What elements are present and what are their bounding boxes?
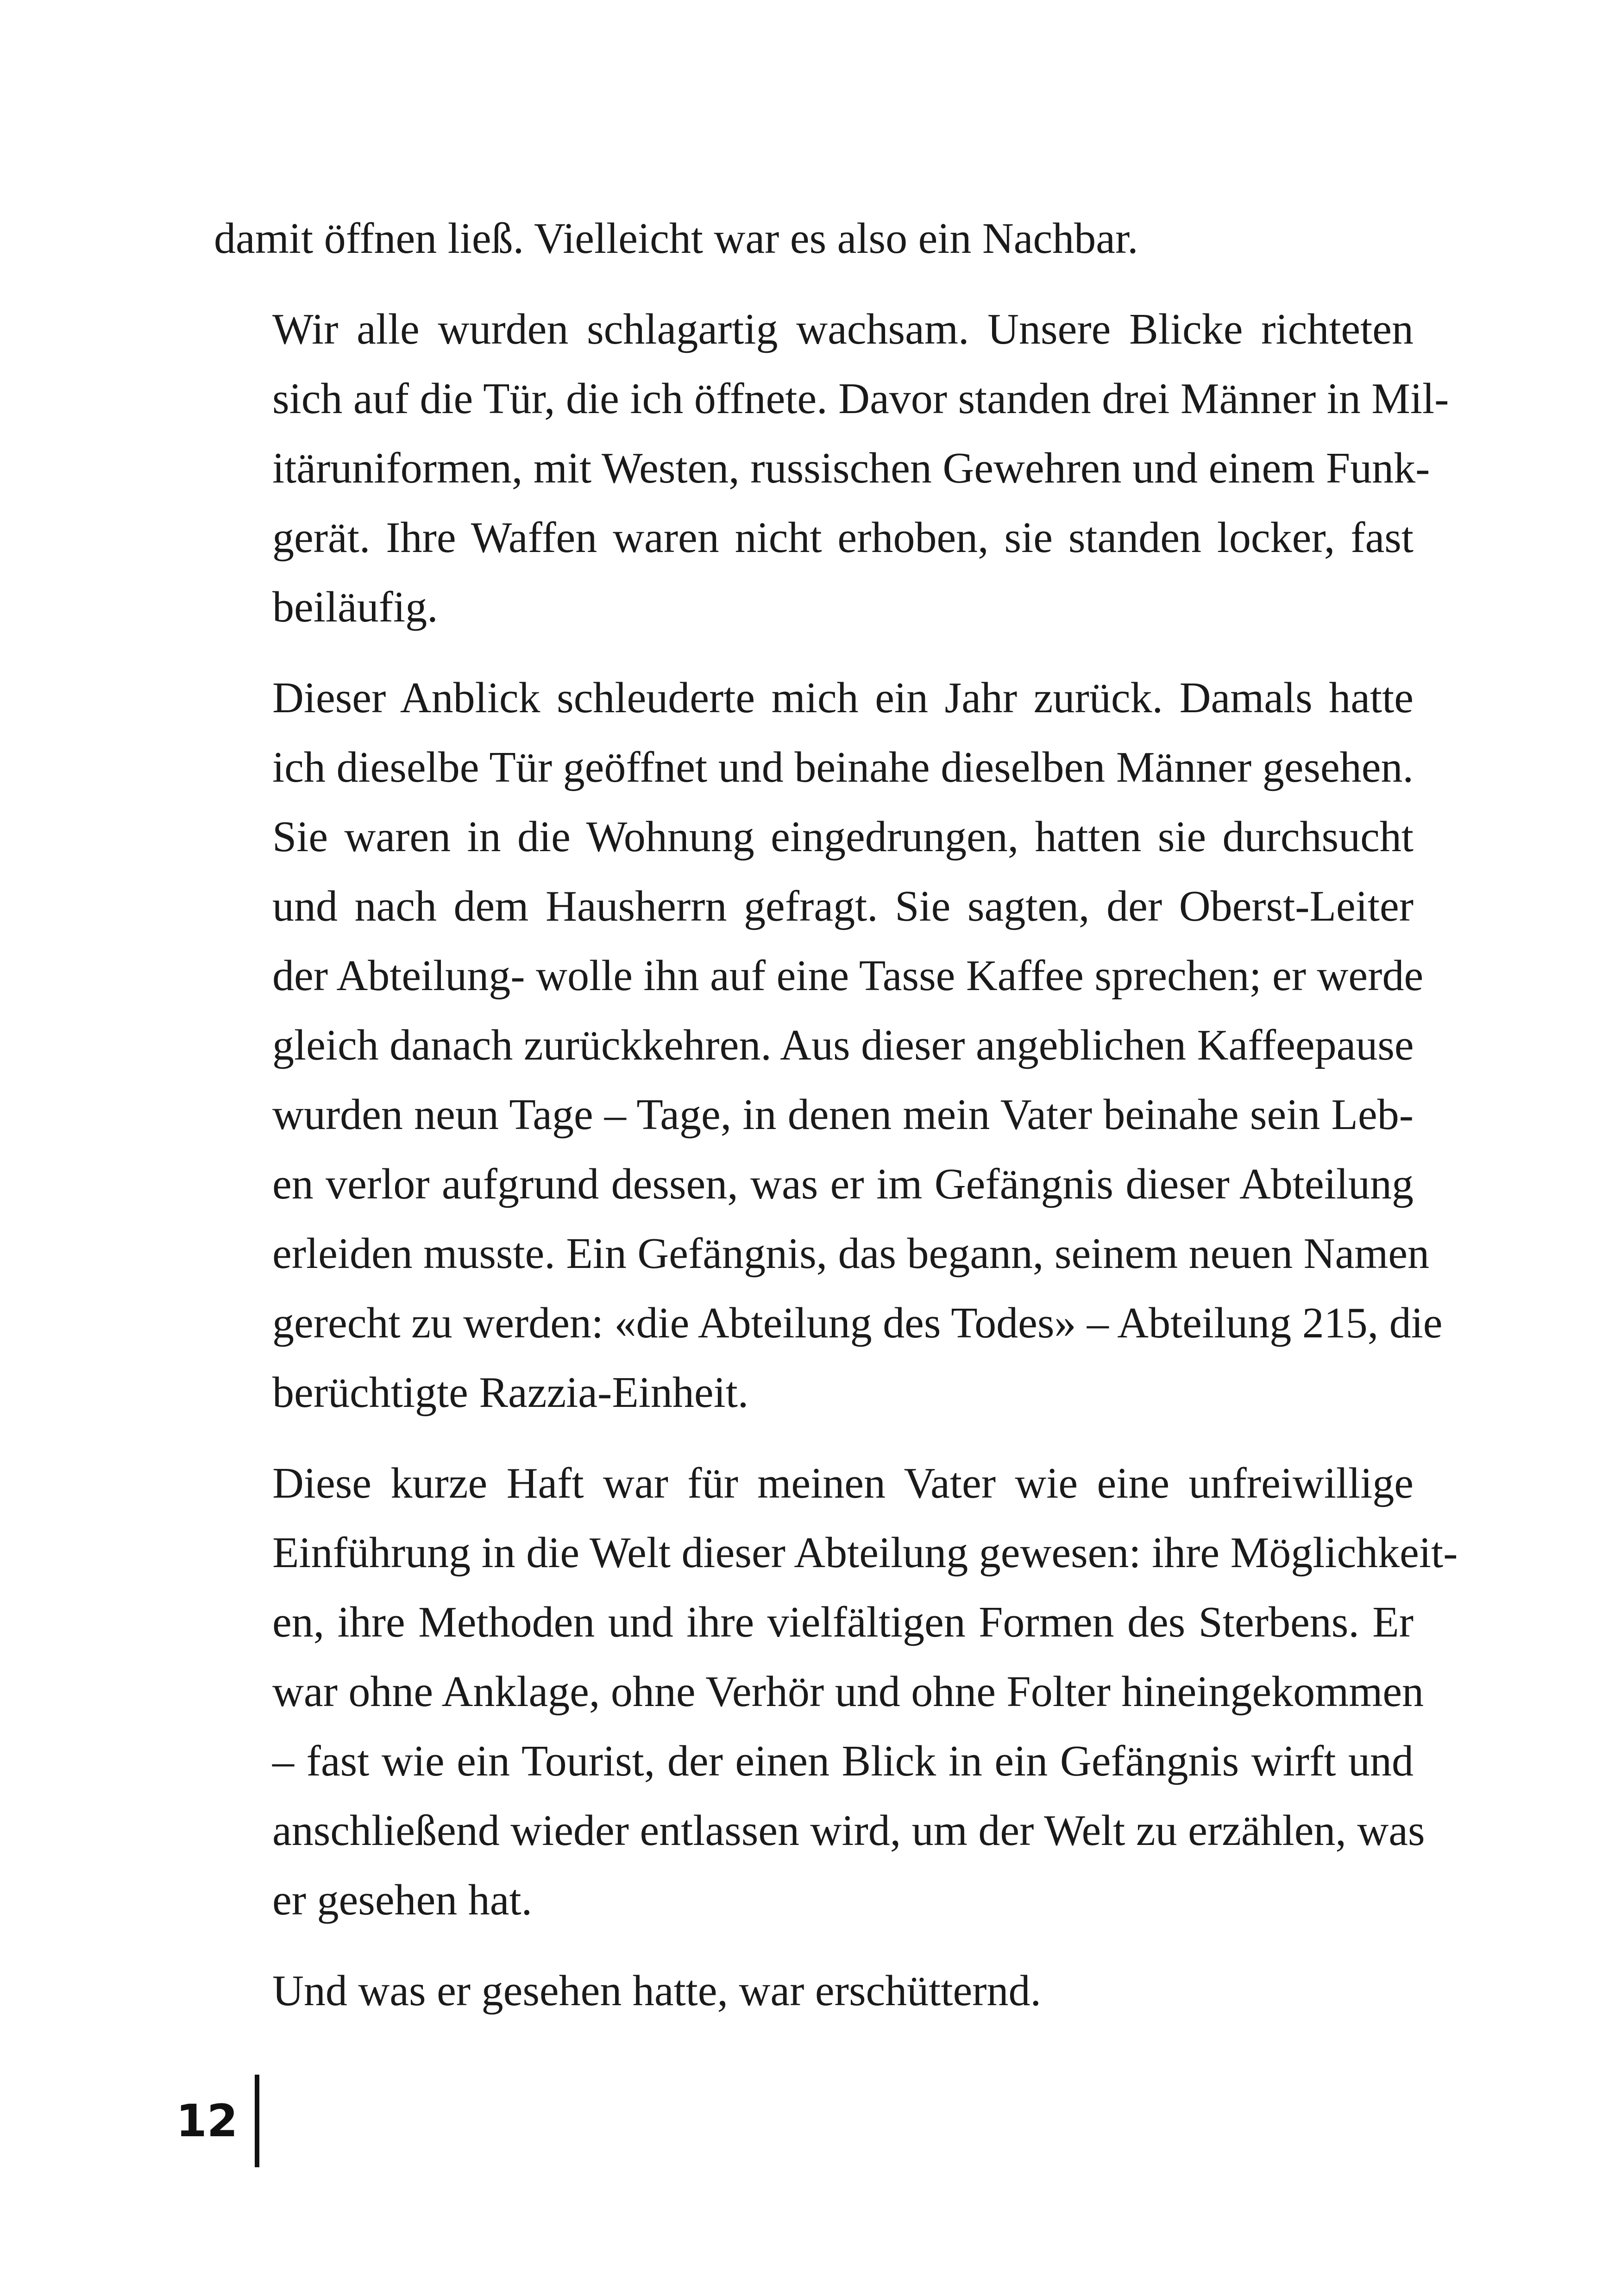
text-line: und nach dem Hausherrn gefragt. Sie sagten, der Oberst-Leiter xyxy=(272,882,1414,930)
paragraph xyxy=(214,204,1414,273)
text-line: beiläufig. xyxy=(272,583,438,631)
text-line: Einführung in die Welt dieser Abteilung gewesen: ihre Möglichkeit- xyxy=(272,1529,1458,1577)
text-line: der Abteilung- wolle ihn auf eine Tasse Kaffee sprechen; er werde xyxy=(272,952,1424,1000)
paragraph xyxy=(214,663,1443,1427)
text-line: anschließend wieder entlassen wird, um der Welt zu erzählen, was xyxy=(272,1807,1425,1855)
text-line: – fast wie ein Tourist, der einen Blick in ein Gefängnis wirft und xyxy=(272,1737,1414,1785)
text-line: war ohne Anklage, ohne Verhör und ohne Folter hineingekommen xyxy=(272,1668,1424,1716)
text-line: ich dieselbe Tür geöffnet und beinahe dieselben Männer gesehen. xyxy=(272,743,1414,791)
text-line: Dieser Anblick schleuderte mich ein Jahr zurück. Damals hatte xyxy=(272,674,1414,722)
text-line: sich auf die Tür, die ich öffnete. Davor standen drei Männer in Mil- xyxy=(272,375,1449,423)
page-number-rule xyxy=(255,2075,259,2167)
paragraph xyxy=(214,295,1449,642)
paragraph xyxy=(214,1956,1414,2026)
body-text xyxy=(214,204,1458,2047)
text-line: berüchtigte Razzia-Einheit. xyxy=(272,1368,749,1417)
paragraph xyxy=(214,1449,1458,1935)
text-line: erleiden musste. Ein Gefängnis, das begann, seinem neuen Namen xyxy=(272,1230,1430,1278)
text-line: Diese kurze Haft war für meinen Vater wie eine unfreiwillige xyxy=(272,1459,1414,1507)
text-line: gleich danach zurückkehren. Aus dieser angeblichen Kaffeepause xyxy=(272,1021,1414,1069)
text-line: Wir alle wurden schlagartig wachsam. Unsere Blicke richteten xyxy=(272,305,1414,353)
text-line: Und was er gesehen hatte, war erschütternd. xyxy=(272,1967,1042,2015)
text-line: gerecht zu werden: «die Abteilung des Todes» – Abteilung 215, die xyxy=(272,1299,1443,1347)
text-line: itäruniformen, mit Westen, russischen Gewehren und einem Funk- xyxy=(272,444,1430,492)
text-line: gerät. Ihre Waffen waren nicht erhoben, sie standen locker, fast xyxy=(272,514,1414,562)
text-line: en, ihre Methoden und ihre vielfältigen Formen des Sterbens. Er xyxy=(272,1598,1414,1646)
text-line: damit öffnen ließ. Vielleicht war es also ein Nachbar. xyxy=(214,214,1138,263)
text-line: er gesehen hat. xyxy=(272,1876,533,1924)
text-line: en verlor aufgrund dessen, was er im Gefängnis dieser Abteilung xyxy=(272,1160,1414,1208)
page-number: 12 xyxy=(176,2095,238,2147)
text-line: wurden neun Tage – Tage, in denen mein Vater beinahe sein Leb- xyxy=(272,1091,1414,1139)
text-line: Sie waren in die Wohnung eingedrungen, hatten sie durchsucht xyxy=(272,813,1414,861)
page-footer xyxy=(176,2075,259,2167)
